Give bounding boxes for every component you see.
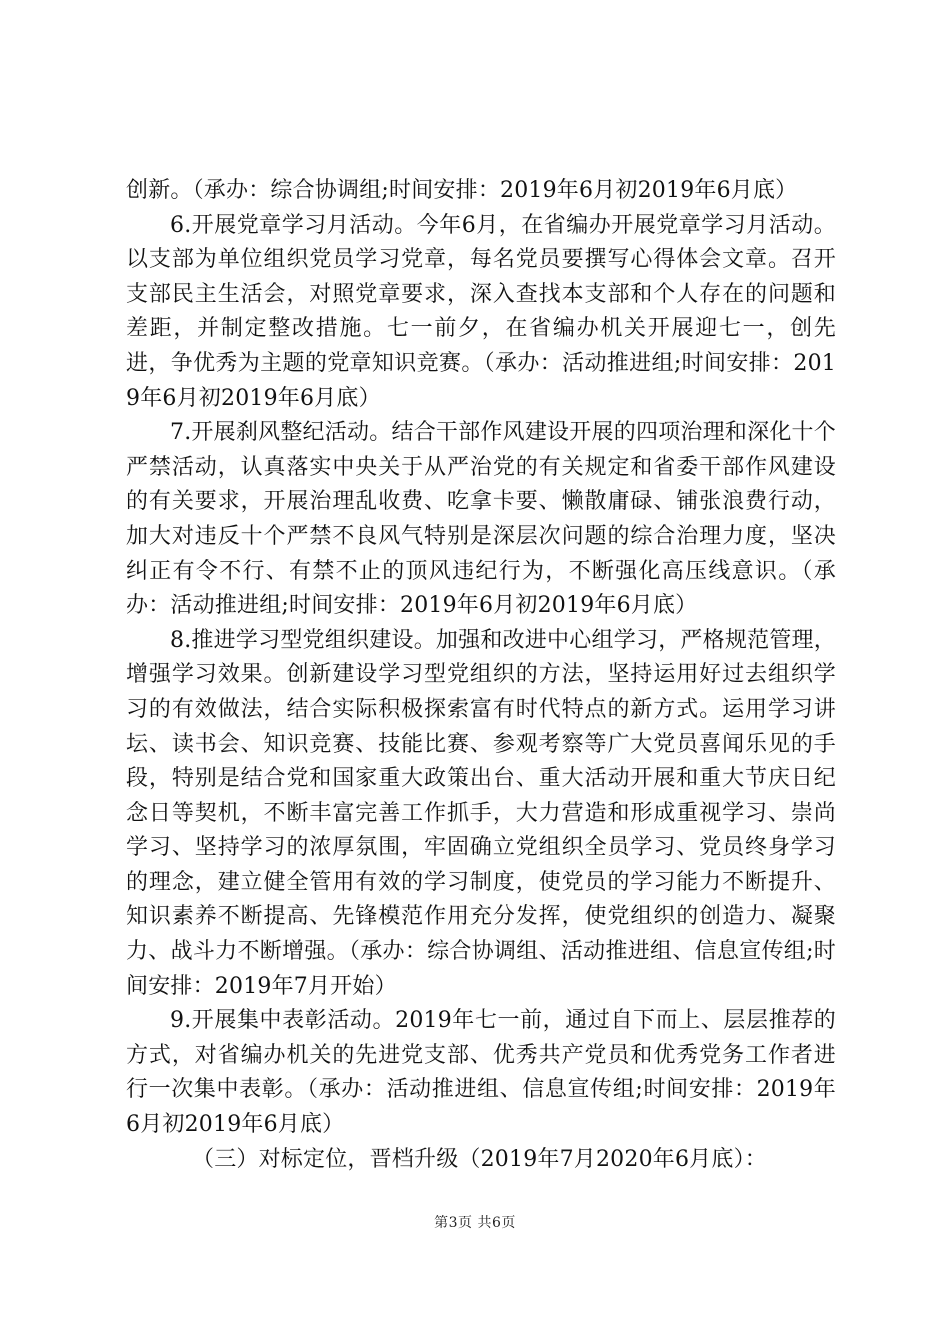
page-number-footer: 第3页 共6页 — [434, 1215, 516, 1231]
paragraph-item-7: 7.开展刹风整纪活动。结合干部作风建设开展的四项治理和深化十个严禁活动，认真落实中央关于从严治党的有关规定和省委干部作风建设的有关要求，开展治理乱收费、吃拿卡要、懒散庸碌、铺张浪费行动，加大对违反十个严禁不良风气特别是深层次问题的综合治理力度，坚决纠正有令不行、有禁不止的顶风违纪行为，不断强化高压线意识。（承办：活动推进组;时间安排：2019年6月初2019年6月底） — [126, 420, 836, 619]
paragraph-item-6: 6.开展党章学习月活动。今年6月，在省编办开展党章学习月活动。以支部为单位组织党员学习党章，每名党员要撰写心得体会文章。召开支部民主生活会，对照党章要求，深入查找本支部和个人存在的问题和差距，并制定整改措施。七一前夕，在省编办机关开展迎七一，创先进，争优秀为主题的党章知识竞赛。（承办：活动推进组;时间安排：2019年6月初2019年6月底） — [126, 212, 836, 411]
paragraph-item-9: 9.开展集中表彰活动。2019年七一前，通过自下而上、层层推荐的方式，对省编办机关的先进党支部、优秀共产党员和优秀党务工作者进行一次集中表彰。（承办：活动推进组、信息宣传组;时间安排：2019年6月初2019年6月底） — [126, 1008, 836, 1138]
section-heading-3: （三）对标定位，晋档升级（2019年7月2020年6月底）： — [192, 1146, 767, 1172]
paragraph-continuation: 创新。（承办：综合协调组;时间安排：2019年6月初2019年6月底） — [126, 178, 798, 203]
paragraph-item-8: 8.推进学习型党组织建设。加强和改进中心组学习，严格规范管理，增强学习效果。创新建设学习型党组织的方法，坚持运用好过去组织学习的有效做法，结合实际积极探索富有时代特点的新方式。运用学习讲坛、读书会、知识竞赛、技能比赛、参观考察等广大党员喜闻乐见的手段，特别是结合党和国家重大政策出台、重大活动开展和重大节庆日纪念日等契机，不断丰富完善工作抓手，大力营造和形成重视学习、崇尚学习、坚持学习的浓厚氛围，牢固确立党组织全员学习、党员终身学习的理念，建立健全管用有效的学习制度，使党员的学习能力不断提升、知识素养不断提高、先锋模范作用充分发挥，使党组织的创造力、凝聚力、战斗力不断增强。（承办：综合协调组、活动推进组、信息宣传组;时间安排：2019年7月开始） — [126, 627, 836, 999]
document-body — [126, 174, 836, 1177]
